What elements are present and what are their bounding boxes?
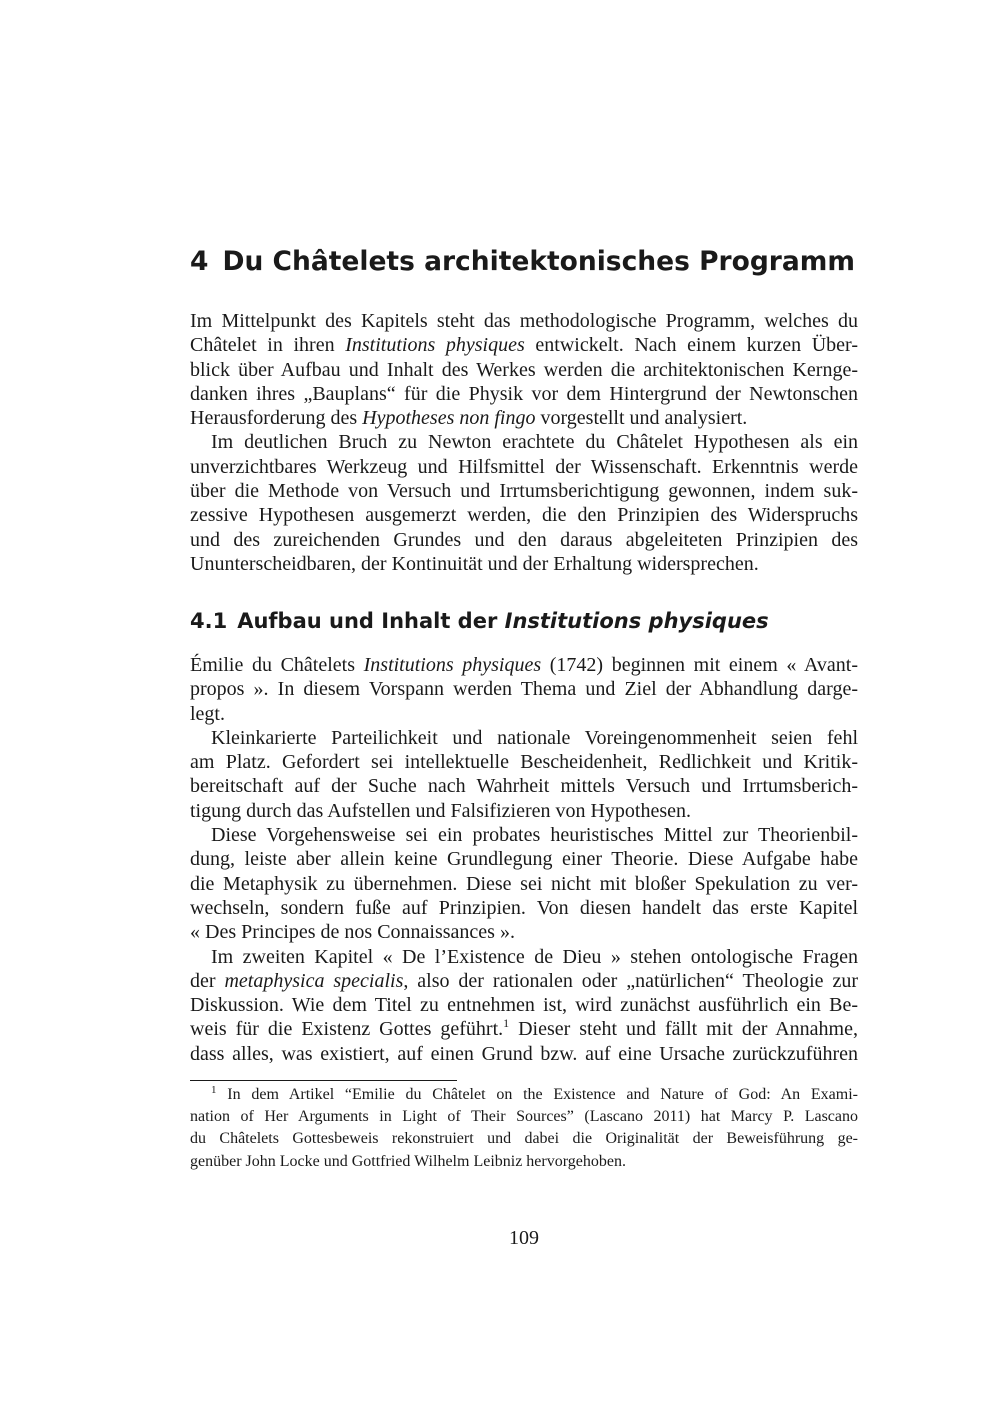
- section-paragraph-1: [190, 653, 858, 726]
- text-line: der metaphysica specialis, also der rationalen oder „natürlichen“ Theologie zur: [190, 969, 859, 992]
- text-line: die Metaphysik zu übernehmen. Diese sei nicht mit bloßer Spekulation zu ver-: [190, 872, 858, 895]
- text-line: Châtelet in ihren Institutions physiques entwickelt. Nach einem kurzen Über-: [190, 334, 858, 357]
- text-line: am Platz. Gefordert sei intellektuelle Bescheidenheit, Redlichkeit und Kritik-: [190, 751, 858, 774]
- footnote-line: genüber John Locke und Gottfried Wilhelm Leibniz hervorgehoben.: [190, 1152, 626, 1170]
- section-text: [190, 653, 858, 1066]
- footnote-mark: 1: [211, 1084, 217, 1096]
- text-line: « Des Principes de nos Connaissances ».: [190, 921, 515, 944]
- text-line: propos ». In diesem Vorspann werden Thema und Ziel der Abhandlung darge-: [190, 678, 858, 701]
- footnote-line: nation of Her Arguments in Light of Their Sources” (Lascano 2011) hat Marcy P. Lascano: [190, 1108, 858, 1126]
- text-line: legt.: [190, 702, 225, 725]
- section-paragraph-2: [190, 726, 858, 823]
- text-line: tigung durch das Aufstellen und Falsifizieren von Hypothesen.: [190, 799, 692, 822]
- section-title: [190, 606, 858, 636]
- chapter-number: 4: [190, 246, 209, 277]
- intro-paragraph-2: [190, 430, 858, 576]
- work-title: Institutions physiques: [345, 334, 525, 357]
- footnote-line: $^1$ In dem Artikel “Emilie du Châtelet on the Existence and Nature of God: An Exami-: [211, 1084, 858, 1103]
- text-line: über die Methode von Versuch und Irrtumsberichtigung gewonnen, indem suk-: [190, 480, 858, 503]
- text-line: wechseln, sondern fuße auf Prinzipien. Von diesen handelt das erste Kapitel: [190, 896, 858, 919]
- footnote-line: du Châtelets Gottesbeweis rekonstruiert und dabei die Originalität der Beweisführung ge-: [190, 1130, 858, 1148]
- text-line: bereitschaft auf der Suche nach Wahrheit mittels Versuch und Irrtumsberich-: [190, 775, 858, 798]
- text-line: und des zureichenden Grundes und den daraus abgeleiteten Prinzipien des: [190, 528, 858, 551]
- text-line: Ununterscheidbaren, der Kontinuität und der Erhaltung widersprechen.: [190, 552, 759, 575]
- intro-text: [190, 309, 858, 576]
- footnote-rule: [190, 1080, 457, 1081]
- text-line: Diese Vorgehensweise sei ein probates heuristisches Mittel zur Theorienbil-: [211, 824, 858, 847]
- text-line: zessive Hypothesen ausgemerzt werden, die den Prinzipien des Widerspruchs: [190, 504, 858, 527]
- chapter-title-text: Du Châtelets architektonisches Programm: [222, 246, 855, 277]
- section-paragraph-4: [190, 945, 858, 1066]
- text-line: blick über Aufbau und Inhalt des Werkes werden die architektonischen Kernge-: [190, 358, 858, 381]
- text-line: weis für die Existenz Gottes geführt.$^1$ Dieser steht und fällt mit der Annahme,: [190, 1016, 858, 1041]
- text-line: Émilie du Châtelets Institutions physiques (1742) beginnen mit einem « Avant-: [190, 654, 858, 676]
- latin-phrase: Hypotheses non fingo: [362, 407, 536, 430]
- text-line: Im deutlichen Bruch zu Newton erachtete du Châtelet Hypothesen als ein: [211, 431, 858, 454]
- work-title: Institutions physiques: [363, 654, 542, 676]
- text-line: Kleinkarierte Parteilichkeit und nationale Voreingenommenheit seien fehl: [211, 726, 858, 749]
- section-paragraph-3: [190, 823, 858, 944]
- section-title-work: Institutions physiques: [504, 609, 769, 633]
- text-line: Diskussion. Wie dem Titel zu entnehmen ist, wird zunächst ausführlich ein Be-: [190, 994, 858, 1017]
- text-line: Im zweiten Kapitel « De l’Existence de Dieu » stehen ontologische Fragen: [211, 945, 858, 968]
- text-line: dass alles, was existiert, auf einen Grund bzw. auf eine Ursache zurückzuführen: [190, 1042, 858, 1065]
- intro-paragraph-1: [190, 309, 858, 430]
- section-title-text: Aufbau und Inhalt der: [237, 609, 505, 633]
- footnote-reference[interactable]: 1: [503, 1016, 510, 1031]
- page: [190, 0, 858, 1414]
- text-line: Herausforderung des Hypotheses non fingo vorgestellt und analysiert.: [190, 407, 748, 430]
- latin-phrase: metaphysica specialis: [224, 969, 404, 992]
- text-line: unverzichtbares Werkzeug und Hilfsmittel der Wissenschaft. Erkenntnis werde: [190, 455, 858, 478]
- footnote: [190, 1084, 858, 1173]
- chapter-title: [190, 244, 858, 280]
- page-number: 109: [509, 1227, 539, 1249]
- text-line: dung, leiste aber allein keine Grundlegung einer Theorie. Diese Aufgabe habe: [190, 848, 858, 871]
- text-line: Im Mittelpunkt des Kapitels steht das methodologische Programm, welches du: [190, 310, 858, 332]
- text-line: danken ihres „Bauplans“ für die Physik vor dem Hintergrund der Newtonschen: [190, 382, 858, 405]
- section-number: 4.1: [190, 609, 228, 633]
